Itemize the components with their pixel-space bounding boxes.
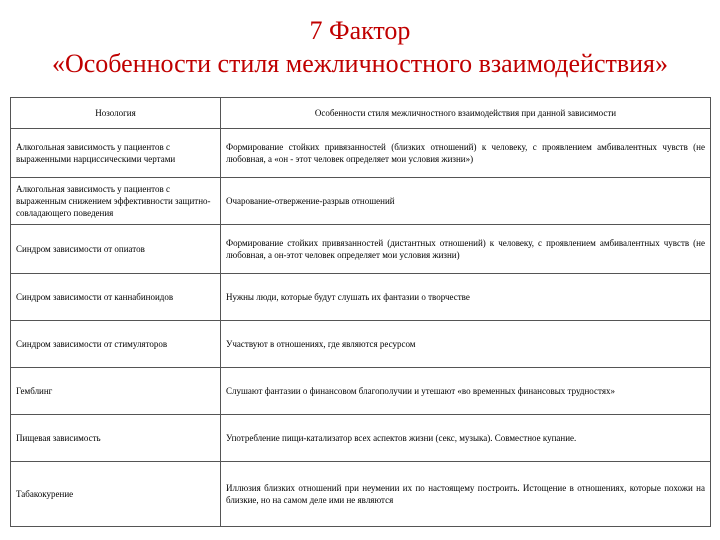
title-line-2: «Особенности стиля межличностного взаимодействия»: [51, 49, 669, 78]
nosology-cell: Алкогольная зависимость у пациентов с выраженными нарциссическими чертами: [11, 129, 221, 178]
table-row: [11, 462, 711, 527]
slide-title: [0, 14, 720, 80]
table-row: [11, 274, 711, 321]
table-row: [11, 415, 711, 462]
table-row: [11, 368, 711, 415]
feature-cell: Иллюзия близких отношений при неумении их по настоящему построить. Истощение в отношениях, которые похожи на близкие, но на самом деле ими не являются: [221, 462, 711, 527]
nosology-cell: Пищевая зависимость: [11, 415, 221, 462]
nosology-cell: Синдром зависимости от каннабиноидов: [11, 274, 221, 321]
nosology-cell: Синдром зависимости от опиатов: [11, 225, 221, 274]
nosology-cell: Синдром зависимости от стимуляторов: [11, 321, 221, 368]
feature-cell: Употребление пищи-катализатор всех аспектов жизни (секс, музыка). Совместное купание.: [221, 415, 711, 462]
table-row: [11, 321, 711, 368]
nosology-cell: Алкогольная зависимость у пациентов с выраженным снижением эффективности защитно-совладающего поведения: [11, 178, 221, 225]
title-line-1: 7 Фактор: [309, 16, 411, 45]
feature-cell: Участвуют в отношениях, где являются ресурсом: [221, 321, 711, 368]
feature-cell: Слушают фантазии о финансовом благополучии и утешают «во временных финансовых трудностях»: [221, 368, 711, 415]
table-row: [11, 225, 711, 274]
table-row: [11, 178, 711, 225]
nosology-cell: Гемблинг: [11, 368, 221, 415]
header-feature: Особенности стиля межличностного взаимодействия при данной зависимости: [221, 98, 711, 129]
feature-cell: Очарование-отвержение-разрыв отношений: [221, 178, 711, 225]
factor-table: [10, 97, 711, 527]
table-row: [11, 129, 711, 178]
header-nosology: Нозология: [11, 98, 221, 129]
feature-cell: Формирование стойких привязанностей (дистантных отношений) к человеку, с проявлением амбивалентных чувств (не любовная, а он-этот человек определяет мои условия жизни): [221, 225, 711, 274]
feature-cell: Формирование стойких привязанностей (близких отношений) к человеку, с проявлением амбивалентных чувств (не любовная, а «он - этот человек определяет мои условия жизни»): [221, 129, 711, 178]
nosology-cell: Табакокурение: [11, 462, 221, 527]
table-header-row: [11, 98, 711, 129]
feature-cell: Нужны люди, которые будут слушать их фантазии о творчестве: [221, 274, 711, 321]
